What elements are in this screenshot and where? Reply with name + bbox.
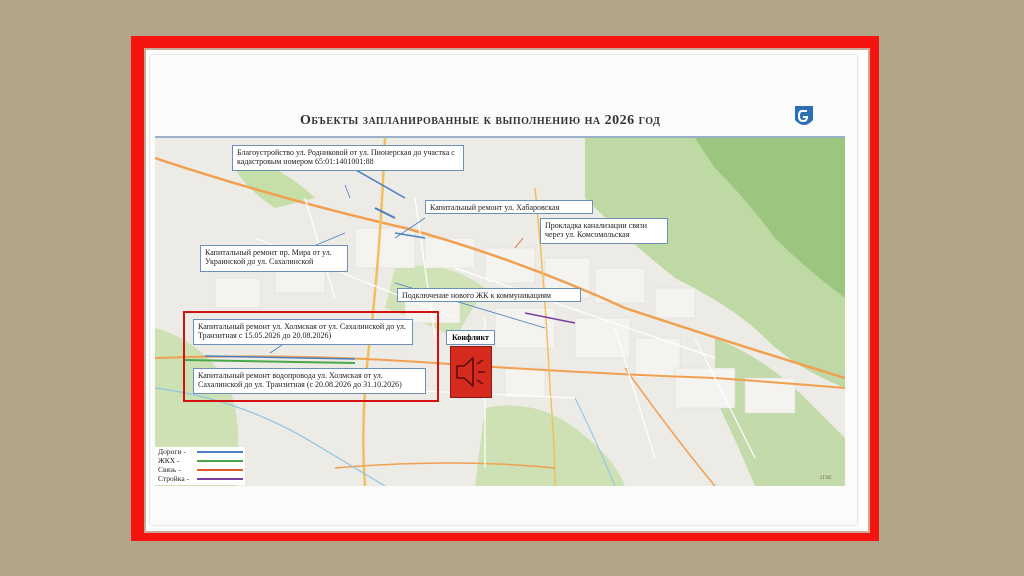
label-kanalizatsiya: Прокладка канализации связи через ул. Комсомольская [540,218,668,244]
legend-swatch [197,478,243,480]
speaker-icon [451,347,491,397]
conflict-marker[interactable] [450,346,492,398]
label-kholmskaya: Капитальный ремонт ул. Холмская от ул. Сахалинской до ул. Транзитная с 15.05.2026 до 20.08.2026) [193,319,413,345]
map-credit: 2ГИС [820,476,833,481]
legend-label: Стройка - [158,474,190,483]
page-title: Объекты запланированные к выполнению на 2026 год [300,113,661,128]
label-vodoprovod: Капитальный ремонт водопровода ул. Холмская от ул. Сахалинской до ул. Транзитная (с 20.08.2026 до 31.10.2026) [193,368,426,394]
legend-swatch [197,451,243,453]
label-zhk: Подключение нового ЖК к коммуникациям [397,288,581,302]
conflict-label: Конфликт [446,330,495,345]
label-blagoustroystvo: Благоустройство ул. Родниковой от ул. Пионерская до участка с кадастровым номером 65:01:1401001:88 [232,145,464,171]
legend-label: Дороги - [158,447,186,456]
legend-label: ЖКХ - [158,456,180,465]
map-legend [155,447,245,485]
label-mira: Капитальный ремонт пр. Мира от ул. Украинской до ул. Сахалинской [200,245,348,272]
city-logo-icon [793,104,815,130]
legend-swatch [197,460,243,462]
label-khabarovskaya: Капитальный ремонт ул. Хабаровская [425,200,593,214]
legend-item-communication [155,465,245,474]
legend-label: Связь - [158,465,181,474]
legend-item-roads [155,447,245,456]
legend-swatch [197,469,243,471]
legend-item-construction [155,474,245,483]
legend-item-housing [155,456,245,465]
